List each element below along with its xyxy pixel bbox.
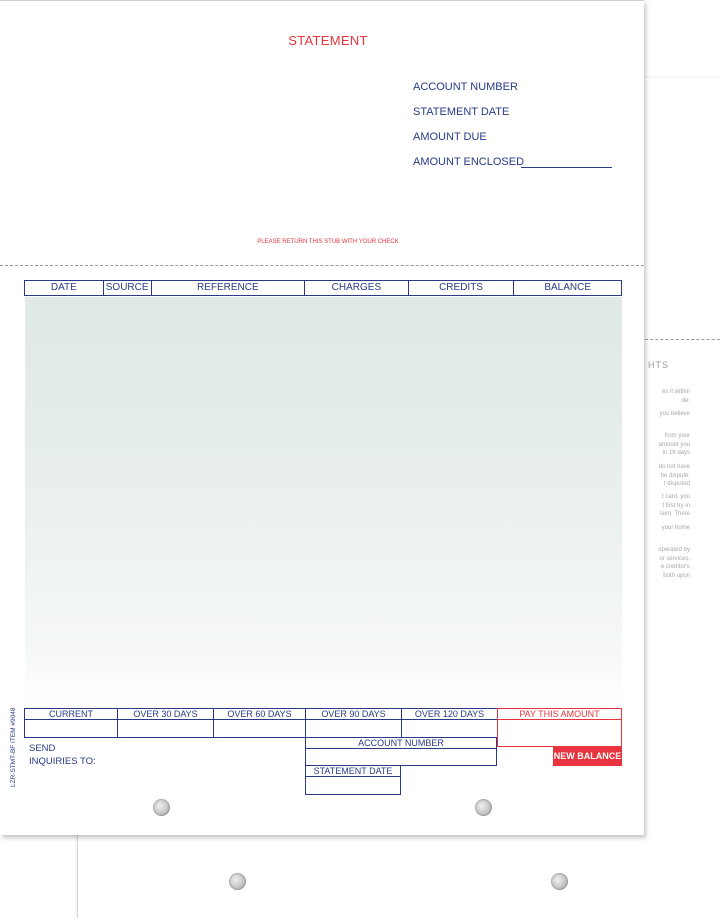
- aging-over-60: [214, 709, 306, 737]
- back-sheet-text: es it within de:: [661, 389, 690, 404]
- back-sheet-heading: HTS: [648, 360, 669, 370]
- back-sheet-perforation: [645, 339, 720, 340]
- back-sheet-text: do not have he dispute, t disputed: [658, 464, 690, 488]
- account-number-box-label: ACCOUNT NUMBER: [306, 738, 496, 749]
- aging-current: [25, 709, 118, 737]
- stub-amount-due-label: AMOUNT DUE: [413, 131, 487, 143]
- back-sheet-text: from your amount you in 16 days: [658, 433, 690, 457]
- punch-hole: [153, 799, 170, 816]
- column-header-credits: CREDITS: [409, 281, 515, 295]
- column-header-balance: BALANCE: [544, 282, 592, 293]
- form-title: STATEMENT: [288, 33, 368, 48]
- aging-over-120-label: OVER 120 DAYS: [402, 709, 497, 720]
- aging-over-120: [402, 709, 497, 737]
- statement-date-box: [305, 765, 401, 795]
- aging-table: [24, 708, 498, 738]
- stub-statement-date-label: STATEMENT DATE: [413, 106, 510, 118]
- aging-over-90-label: OVER 90 DAYS: [306, 709, 401, 720]
- back-sheet-text: your home: [661, 525, 690, 531]
- aging-current-label: CURRENT: [25, 709, 117, 720]
- column-header-charges: CHARGES: [305, 281, 409, 295]
- aging-over-30-label: OVER 30 DAYS: [118, 709, 213, 720]
- stub-amount-enclosed-label: AMOUNT ENCLOSED: [413, 156, 525, 168]
- back-sheet-text: operated by or services, e creditor's both upon: [658, 547, 690, 579]
- send-inquiries-block: [29, 742, 96, 768]
- column-header-date: DATE: [25, 281, 104, 295]
- aging-over-60-label: OVER 60 DAYS: [214, 709, 305, 720]
- account-number-box: [305, 737, 497, 766]
- stub-return-note: PLEASE RETURN THIS STUB WITH YOUR CHECK: [257, 239, 399, 245]
- new-balance-badge: NEW BALANCE: [553, 747, 622, 766]
- send-label: SEND: [29, 743, 56, 754]
- perforation-line: [0, 265, 644, 266]
- aging-over-30: [118, 709, 214, 737]
- column-header-reference: REFERENCE: [152, 281, 305, 295]
- back-sheet-text: you believe: [659, 411, 690, 417]
- back-sheet-text: t card, you t first try in laim. There: [660, 494, 690, 518]
- aging-over-90: [306, 709, 402, 737]
- inquiries-to-label: INQUIRIES TO:: [29, 756, 96, 767]
- transaction-area: [25, 297, 622, 705]
- transaction-column-header: [24, 280, 622, 296]
- amount-enclosed-line: [521, 167, 612, 168]
- statement-date-box-label: STATEMENT DATE: [306, 766, 400, 777]
- punch-hole: [229, 873, 246, 890]
- form-item-code: LZR-STMT-BF ITEM #9048: [10, 707, 17, 787]
- stub-account-number-label: ACCOUNT NUMBER: [413, 81, 518, 93]
- punch-hole: [551, 873, 568, 890]
- punch-hole: [475, 799, 492, 816]
- pay-this-amount-box: [497, 708, 622, 747]
- column-header-source: SOURCE: [104, 281, 152, 295]
- pay-this-amount-label: PAY THIS AMOUNT: [498, 709, 621, 720]
